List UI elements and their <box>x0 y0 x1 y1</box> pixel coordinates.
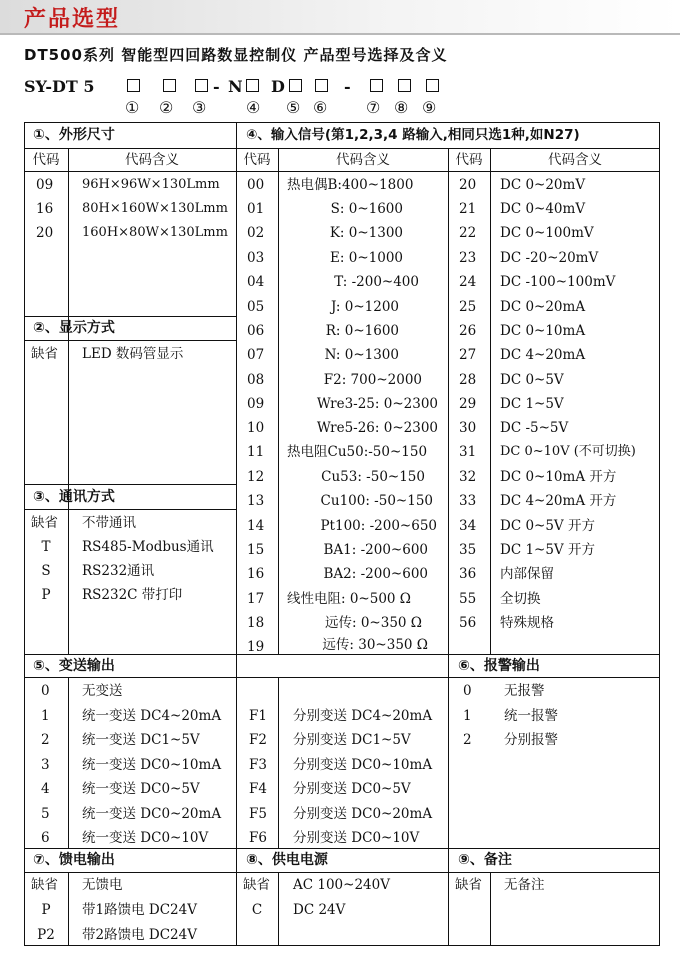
sec2-code: 缺省 <box>31 346 58 362</box>
sec3-code: P <box>41 587 51 603</box>
sec4-meaning: Wre3-25: 0~2300 <box>316 396 438 412</box>
sec7-meaning: 无馈电 <box>82 877 123 893</box>
sec6-code: 2 <box>463 732 472 748</box>
sec4-code: 24 <box>459 274 477 290</box>
sec9-code: 缺省 <box>455 877 482 893</box>
sec4-code: 29 <box>459 396 477 412</box>
sec5-code: 5 <box>41 806 50 822</box>
sec4-code: 55 <box>459 591 477 607</box>
col-header-meaning-2: 代码含义 <box>336 152 390 168</box>
code-box-1 <box>127 79 140 92</box>
sec4-meaning: DC -20~20mV <box>500 250 599 266</box>
sec5-code: F1 <box>249 708 267 724</box>
sec4-code: 22 <box>459 225 477 241</box>
sec4-code: 28 <box>459 372 477 388</box>
sec4-code: 05 <box>247 299 265 315</box>
sec8-meaning: DC 24V <box>293 902 346 918</box>
sec4-meaning: Pt100: -200~650 <box>320 518 437 534</box>
sec5-code: F4 <box>249 781 267 797</box>
sec5-meaning: 统一变送 DC0~10V <box>82 830 209 846</box>
sec4-code: 35 <box>459 542 477 558</box>
sec4-meaning: R: 0~1600 <box>325 323 399 339</box>
sec8-meaning: AC 100~240V <box>293 877 390 893</box>
sec5-code: 0 <box>41 683 50 699</box>
sec4-meaning: DC 0~10mA <box>500 323 586 339</box>
sec4-code: 15 <box>247 542 265 558</box>
code-number-1: ① <box>125 98 140 117</box>
section-9-title: ⑨、备注 <box>458 852 512 868</box>
sec4-meaning: DC -100~100mV <box>500 274 616 290</box>
sec7-code: P2 <box>37 927 55 943</box>
sec5-code: F2 <box>249 732 267 748</box>
sec4-meaning: DC 0~5V 开方 <box>500 518 595 534</box>
sec4-code: 02 <box>247 225 265 241</box>
sec4-meaning: DC 0~10V (不可切换) <box>500 444 636 459</box>
sec5-meaning: 无变送 <box>82 683 123 699</box>
sec5-meaning: 分别变送 DC0~10V <box>293 830 420 846</box>
sec7-code: 缺省 <box>31 877 58 893</box>
selection-table <box>24 122 660 946</box>
sec6-meaning: 无报警 <box>504 683 545 699</box>
section-5-title: ⑤、变送输出 <box>33 658 115 674</box>
sec4-code: 19 <box>247 639 265 655</box>
sec3-meaning: RS485-Modbus通讯 <box>82 539 214 555</box>
sec4-meaning: 热电阻Cu50:-50~150 <box>287 444 428 460</box>
sec1-meaning: 80H×160W×130Lmm <box>82 201 228 216</box>
sec4-code: 16 <box>247 566 265 582</box>
col-header-code-3: 代码 <box>455 152 483 168</box>
sec4-meaning: T: -200~400 <box>334 274 419 290</box>
sec4-code: 30 <box>459 420 477 436</box>
code-box-5 <box>289 79 302 92</box>
sec4-code: 11 <box>247 444 265 460</box>
sec4-meaning: DC -5~5V <box>500 420 569 436</box>
code-number-5: ⑤ <box>286 98 301 117</box>
sec4-meaning: K: 0~1300 <box>329 225 403 241</box>
sec4-meaning: E: 0~1000 <box>330 250 403 266</box>
sec5-meaning: 统一变送 DC0~5V <box>82 781 200 797</box>
code-box-6 <box>315 79 328 92</box>
sec4-meaning: N: 0~1300 <box>324 347 399 363</box>
code-box-4 <box>246 79 259 92</box>
sec5-meaning: 分别变送 DC0~10mA <box>293 757 433 773</box>
sec4-code: 14 <box>247 518 265 534</box>
section-8-title: ⑧、供电电源 <box>246 852 328 868</box>
sec4-code: 32 <box>459 469 477 485</box>
sec4-code: 04 <box>247 274 265 290</box>
model-d: D <box>271 77 285 96</box>
sec4-code: 26 <box>459 323 477 339</box>
sec4-meaning: DC 0~20mA <box>500 299 586 315</box>
sec8-code: C <box>251 902 263 918</box>
model-dash: - <box>213 77 220 96</box>
sec5-code: 2 <box>41 732 50 748</box>
sec4-code: 00 <box>247 177 265 193</box>
sec4-code: 20 <box>459 177 477 193</box>
sec4-meaning: BA1: -200~600 <box>323 542 428 558</box>
sec4-meaning: F2: 700~2000 <box>323 372 422 388</box>
banner-underline <box>0 33 680 35</box>
col-header-code-1: 代码 <box>32 152 60 168</box>
sec4-code: 56 <box>459 615 477 631</box>
sec4-code: 27 <box>459 347 477 363</box>
sec4-meaning: 远传: 0~350 Ω <box>325 615 422 631</box>
model-prefix: SY-DT 5 <box>24 77 95 96</box>
sec4-meaning: DC 4~20mA 开方 <box>500 493 617 509</box>
code-number-7: ⑦ <box>366 98 381 117</box>
sec7-meaning: 带1路馈电 DC24V <box>82 902 197 918</box>
section-3-title: ③、通讯方式 <box>33 489 115 505</box>
sec4-meaning: DC 0~5V <box>500 372 564 388</box>
sec4-meaning: 远传: 30~350 Ω <box>322 637 428 653</box>
sec7-code: P <box>41 902 51 918</box>
sec4-code: 31 <box>459 444 477 460</box>
sec2-meaning: LED 数码管显示 <box>82 346 184 362</box>
sec5-meaning: 统一变送 DC4~20mA <box>82 708 222 724</box>
sec4-code: 01 <box>247 201 265 217</box>
section-2-title: ②、显示方式 <box>33 320 115 336</box>
sec3-code: T <box>41 539 51 555</box>
sec3-code: 缺省 <box>31 515 58 531</box>
sec1-meaning: 96H×96W×130Lmm <box>82 177 220 192</box>
sec4-meaning: 特殊规格 <box>500 615 554 631</box>
sec1-code: 09 <box>36 177 54 193</box>
code-number-2: ② <box>159 98 174 117</box>
sec4-meaning: 热电偶B:400~1800 <box>287 177 414 193</box>
sec5-code: 4 <box>41 781 50 797</box>
sec4-meaning: DC 1~5V 开方 <box>500 542 595 558</box>
sec4-code: 13 <box>247 493 265 509</box>
code-box-7 <box>370 79 383 92</box>
page-title: DT500系列 智能型四回路数显控制仪 产品型号选择及含义 <box>24 46 448 64</box>
sec8-code: 缺省 <box>243 877 270 893</box>
sec5-code: F6 <box>249 830 267 846</box>
sec3-code: S <box>41 563 51 579</box>
sec4-meaning: DC 4~20mA <box>500 347 586 363</box>
code-number-6: ⑥ <box>313 98 328 117</box>
sec4-code: 34 <box>459 518 477 534</box>
sec5-code: 6 <box>41 830 50 846</box>
sec5-meaning: 分别变送 DC4~20mA <box>293 708 433 724</box>
sec4-meaning: 内部保留 <box>500 566 554 582</box>
sec4-meaning: 线性电阻: 0~500 Ω <box>287 591 411 607</box>
sec4-code: 23 <box>459 250 477 266</box>
sec5-code: F5 <box>249 806 267 822</box>
sec4-code: 33 <box>459 493 477 509</box>
sec4-meaning: S: 0~1600 <box>330 201 403 217</box>
sec4-code: 18 <box>247 615 265 631</box>
banner-title: 产品选型 <box>24 7 121 32</box>
sec6-code: 0 <box>463 683 472 699</box>
sec4-code: 10 <box>247 420 265 436</box>
code-box-8 <box>398 79 411 92</box>
sec6-meaning: 统一报警 <box>504 708 558 724</box>
code-box-2 <box>163 79 176 92</box>
sec3-meaning: RS232C 带打印 <box>82 587 183 603</box>
sec4-meaning: DC 0~10mA 开方 <box>500 469 617 485</box>
sec4-meaning: Cu53: -50~150 <box>321 469 425 485</box>
sec1-code: 20 <box>36 225 54 241</box>
sec4-code: 03 <box>247 250 265 266</box>
sec4-code: 17 <box>247 591 265 607</box>
sec4-meaning: BA2: -200~600 <box>323 566 428 582</box>
sec4-meaning: DC 1~5V <box>500 396 564 412</box>
sec5-meaning: 统一变送 DC0~10mA <box>82 757 222 773</box>
col-header-meaning-1: 代码含义 <box>125 152 179 168</box>
sec4-meaning: DC 0~40mV <box>500 201 586 217</box>
sec4-code: 09 <box>247 396 265 412</box>
sec4-code: 06 <box>247 323 265 339</box>
sec4-meaning: J: 0~1200 <box>331 299 399 315</box>
code-box-3 <box>195 79 208 92</box>
section-4-title: ④、输入信号(第1,2,3,4 路输入,相同只选1种,如N27) <box>246 127 580 143</box>
sec4-code: 36 <box>459 566 477 582</box>
sec5-meaning: 分别变送 DC0~5V <box>293 781 411 797</box>
code-number-9: ⑨ <box>422 98 437 117</box>
sec5-code: 3 <box>41 757 50 773</box>
sec6-code: 1 <box>463 708 472 724</box>
section-6-title: ⑥、报警输出 <box>458 658 540 674</box>
sec4-code: 21 <box>459 201 477 217</box>
sec4-code: 12 <box>247 469 265 485</box>
sec4-code: 07 <box>247 347 265 363</box>
sec3-meaning: 不带通讯 <box>82 515 136 531</box>
sec6-meaning: 分别报警 <box>504 732 558 748</box>
sec3-meaning: RS232通讯 <box>82 563 155 579</box>
section-1-title: ①、外形尺寸 <box>33 127 115 143</box>
code-number-3: ③ <box>192 98 207 117</box>
sec4-meaning: 全切换 <box>500 591 541 607</box>
section-7-title: ⑦、馈电输出 <box>33 852 115 868</box>
sec5-meaning: 分别变送 DC1~5V <box>293 732 411 748</box>
sec7-meaning: 带2路馈电 DC24V <box>82 927 197 943</box>
code-number-4: ④ <box>246 98 261 117</box>
col-header-code-2: 代码 <box>243 152 271 168</box>
sec5-code: 1 <box>41 708 50 724</box>
sec4-meaning: Wre5-26: 0~2300 <box>316 420 438 436</box>
sec5-code: F3 <box>249 757 267 773</box>
sec9-meaning: 无备注 <box>504 877 545 893</box>
col-header-meaning-3: 代码含义 <box>548 152 602 168</box>
sec4-code: 25 <box>459 299 477 315</box>
sec4-meaning: DC 0~100mV <box>500 225 594 241</box>
model-n: N <box>228 77 243 96</box>
code-box-9 <box>426 79 439 92</box>
sec5-meaning: 分别变送 DC0~20mA <box>293 806 433 822</box>
sec4-meaning: DC 0~20mV <box>500 177 586 193</box>
code-number-8: ⑧ <box>394 98 409 117</box>
sec5-meaning: 统一变送 DC1~5V <box>82 732 200 748</box>
sec4-meaning: Cu100: -50~150 <box>320 493 433 509</box>
model-dash-2: - <box>344 77 351 96</box>
sec5-meaning: 统一变送 DC0~20mA <box>82 806 222 822</box>
sec4-code: 08 <box>247 372 265 388</box>
sec1-code: 16 <box>36 201 54 217</box>
sec1-meaning: 160H×80W×130Lmm <box>82 225 228 240</box>
